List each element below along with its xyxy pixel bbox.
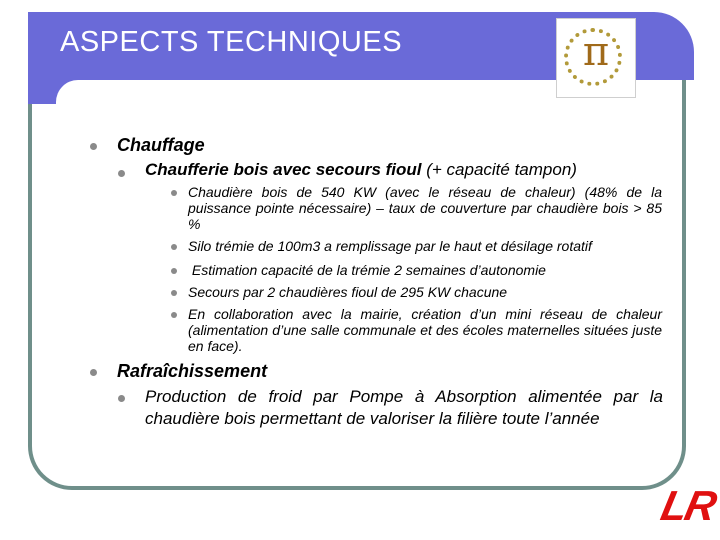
bullet-icon	[90, 143, 97, 150]
bullet-icon	[90, 369, 97, 376]
bullet-icon	[118, 170, 125, 177]
bullet-icon	[171, 268, 177, 274]
bullet-icon	[171, 312, 177, 318]
slide-title: ASPECTS TECHNIQUES	[60, 26, 403, 58]
pi-symbol: π	[582, 29, 610, 75]
cooling-detail: Production de froid par Pompe à Absorption alimentée par la chaudière bois permettant de valoriser la filière toute l’année	[145, 387, 663, 428]
heating-detail-network: En collaboration avec la mairie, création d’un mini réseau de chaleur (alimentation d’une salle communale et des écoles maternelles situées juste en face).	[188, 306, 662, 354]
heating-subheading	[145, 160, 665, 180]
bullet-icon	[118, 395, 125, 402]
heating-detail-boiler: Chaudière bois de 540 KW (avec le réseau de chaleur) (48% de la puissance pointe nécessaire) – taux de couverture par chaudière bois > 85 %	[188, 184, 662, 232]
bullet-icon	[171, 290, 177, 296]
heating-subheading-rest: (+ capacité tampon)	[421, 160, 577, 179]
bullet-icon	[171, 190, 177, 196]
section-heading-cooling: Rafraîchissement	[117, 361, 268, 381]
heating-detail-silo: Silo trémie de 100m3 a remplissage par le haut et désilage rotatif	[188, 238, 592, 254]
heating-subheading-bold: Chaufferie bois avec secours fioul	[145, 160, 422, 179]
bullet-icon	[171, 244, 177, 250]
lr-corner-mark: LR	[657, 482, 720, 529]
heating-detail-capacity: Estimation capacité de la trémie 2 semaines d’autonomie	[188, 262, 546, 278]
section-heading-heating: Chauffage	[117, 135, 205, 155]
heating-detail-backup: Secours par 2 chaudières fioul de 295 KW chacune	[188, 284, 508, 300]
